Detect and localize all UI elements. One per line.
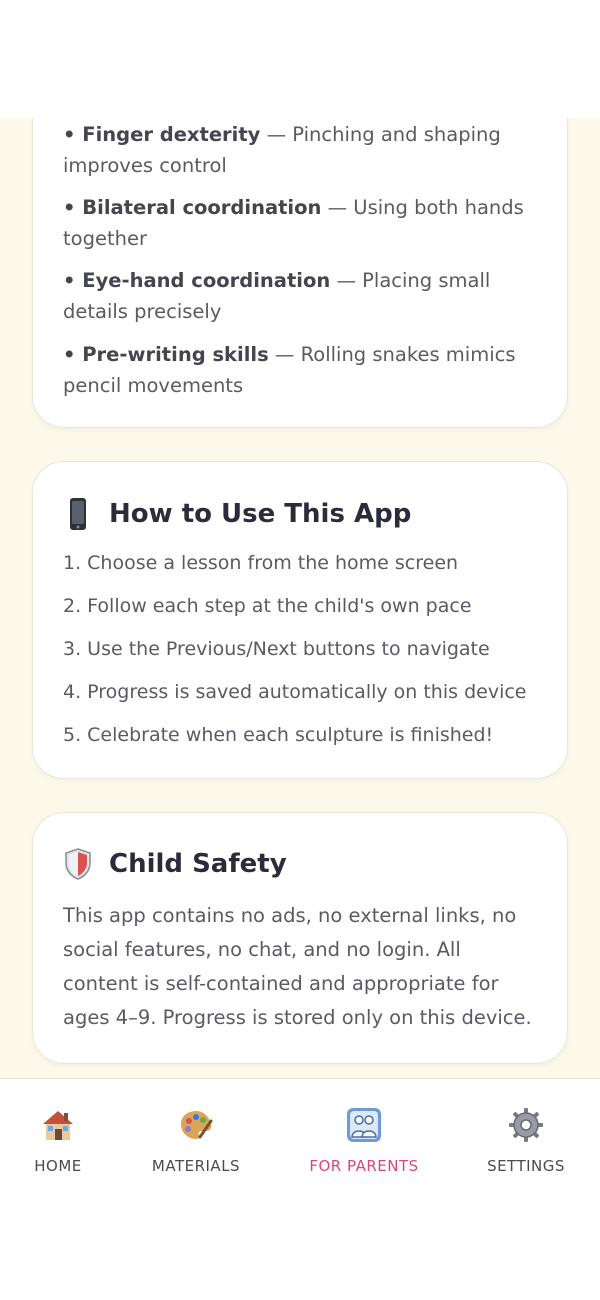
child-safety-title: Child Safety [109,849,287,879]
bottom-tab-bar [0,1078,600,1300]
tab-settings[interactable] [461,1103,591,1175]
gear-icon [508,1107,544,1143]
child-safety-card [32,812,568,1064]
tab-materials-label: MATERIALS [151,1157,241,1175]
mobile-phone-icon [63,497,93,531]
tab-settings-label: SETTINGS [487,1157,565,1175]
benefit-item-pre-writing-skills: • Pre-writing skills — Rolling snakes mimics pencil movements [63,343,516,397]
benefits-card [32,118,568,428]
child-safety-text: This app contains no ads, no external links, no social features, no chat, and no login. All content is self-contained and appropriate for ages 4–9. Progress is stored only on this device. [63,904,532,1029]
benefit-item-eye-hand-coordination: • Eye-hand coordination — Placing small details precisely [63,269,491,323]
palette-icon [178,1107,214,1143]
benefit-item-bilateral-coordination: • Bilateral coordination — Using both hands together [63,196,524,250]
tab-for-parents[interactable] [299,1103,429,1175]
child-safety-heading [63,844,287,884]
tab-home-label: HOME [34,1157,82,1175]
benefit-item-finger-dexterity: • Finger dexterity — Pinching and shaping improves control [63,123,501,177]
how-to-use-title: How to Use This App [109,499,412,529]
shield-icon [63,847,93,881]
step-1: 1. Choose a lesson from the home screen [63,552,459,574]
tab-for-parents-label: FOR PARENTS [309,1157,419,1175]
how-to-use-card [32,461,568,779]
step-2: 2. Follow each step at the child's own pace [63,595,472,617]
top-blank-area [0,0,600,118]
how-to-use-heading [63,494,411,534]
parents-icon [346,1107,382,1143]
house-icon [40,1107,76,1143]
tab-materials[interactable] [131,1103,261,1175]
step-5: 5. Celebrate when each sculpture is finished! [63,724,494,746]
tab-home[interactable] [0,1103,123,1175]
step-3: 3. Use the Previous/Next buttons to navigate [63,638,490,660]
step-4: 4. Progress is saved automatically on this device [63,681,527,703]
scroll-content[interactable] [0,118,600,1078]
